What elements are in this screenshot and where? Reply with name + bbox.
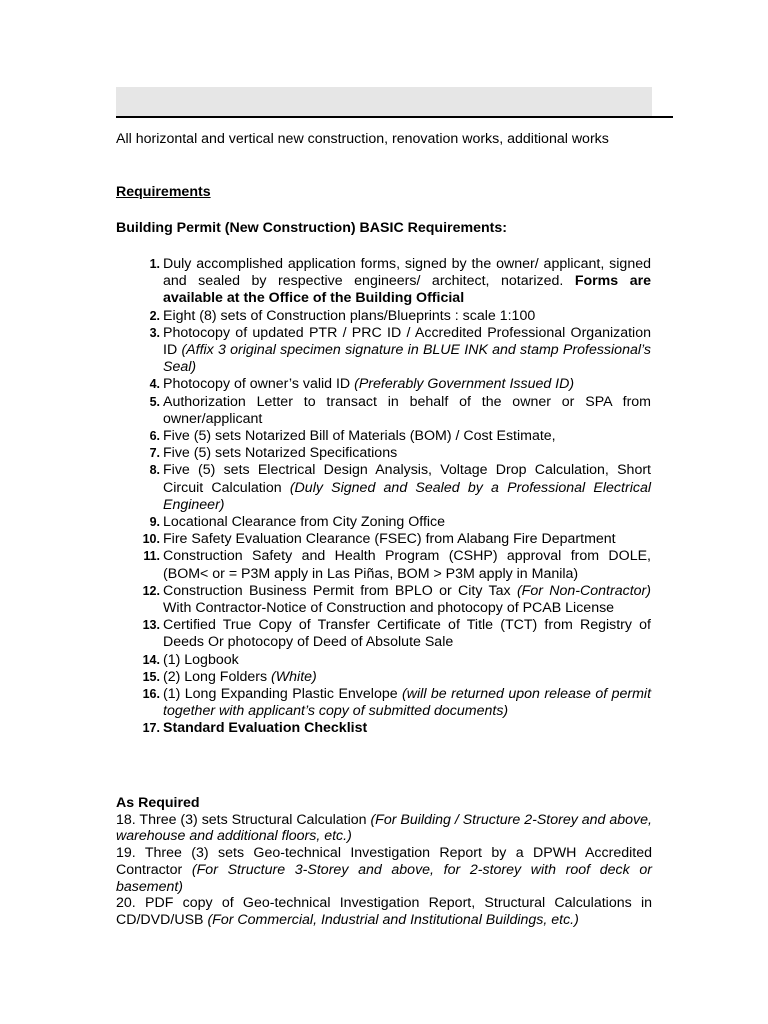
item-number: 9. <box>149 515 160 530</box>
as-required-list <box>116 812 652 929</box>
header-rule <box>116 116 673 118</box>
requirements-heading: Requirements <box>116 184 211 200</box>
item-note: (Affix 3 original specimen signature in BLUE INK and stamp Professional’s Seal) <box>163 342 651 376</box>
item-text: Construction Safety and Health Program (CSHP) approval from DOLE, (BOM< or = P3M apply in Las Piñas, BOM > P3M apply in Manila) <box>163 548 651 582</box>
item-text: Five (5) sets Notarized Specifications <box>163 445 398 462</box>
item-number: 6. <box>149 429 160 444</box>
item-text: Construction Business Permit from BPLO or City Tax <box>163 582 517 599</box>
item-text: Five (5) sets Notarized Bill of Materials (BOM) / Cost Estimate, <box>163 428 556 445</box>
item-text-cont: With Contractor-Notice of Construction and photocopy of PCAB License <box>163 600 615 617</box>
item-emphasis: Forms are available at the Office of the Building Official <box>163 273 651 307</box>
requirement-item <box>116 548 651 582</box>
requirement-item <box>116 376 651 393</box>
requirement-item <box>116 720 651 737</box>
requirement-item <box>116 308 651 325</box>
item-text: Locational Clearance from City Zoning Office <box>163 514 446 531</box>
requirement-item <box>116 445 651 462</box>
requirement-item <box>116 617 651 651</box>
item-note: (For Non-Contractor) <box>516 582 651 599</box>
item-number: 2. <box>149 308 160 323</box>
item-text: 19. Three (3) sets Geo-technical Investigation Report by a DPWH Accredited Contractor <box>116 845 652 878</box>
requirement-item <box>116 583 651 617</box>
item-text: (2) Long Folders <box>163 668 272 685</box>
item-text: Fire Safety Evaluation Clearance (FSEC) from Alabang Fire Department <box>163 531 616 548</box>
item-number: 12. <box>142 583 160 598</box>
requirement-item <box>116 514 651 531</box>
item-note: (For Building / Structure 2-Storey and above, warehouse and additional floors, etc.) <box>116 811 652 845</box>
requirement-item <box>116 462 651 514</box>
requirement-item <box>116 686 651 720</box>
item-text: Photocopy of owner’s valid ID <box>163 376 355 393</box>
requirement-item <box>116 669 651 686</box>
item-number: 11. <box>143 549 160 564</box>
item-number: 16. <box>142 687 160 702</box>
item-note: (White) <box>271 668 317 685</box>
item-text: 20. PDF copy of Geo-technical Investigation Report, Structural Calculations in CD/DVD/USB <box>116 895 652 928</box>
item-number: 5. <box>149 394 160 409</box>
intro-text: All horizontal and vertical new construction, renovation works, additional works <box>116 131 609 147</box>
item-note: (For Structure 3-Storey and above, for 2-storey with roof deck or basement) <box>116 861 653 895</box>
item-number: 7. <box>149 446 160 461</box>
item-text: 18. Three (3) sets Structural Calculation <box>116 811 371 828</box>
requirement-item <box>116 325 651 377</box>
item-number: 17. <box>142 721 160 736</box>
building-permit-heading: Building Permit (New Construction) BASIC Requirements: <box>116 220 507 236</box>
requirement-item <box>116 428 651 445</box>
item-number: 15. <box>142 669 160 684</box>
item-number: 10. <box>142 532 160 547</box>
item-number: 13. <box>142 618 160 633</box>
requirements-list <box>116 256 651 738</box>
item-text: Authorization Letter to transact in behalf of the owner or SPA from owner/applicant <box>163 393 651 427</box>
item-text: (1) Logbook <box>163 651 239 668</box>
item-number: 14. <box>142 652 160 667</box>
item-text: (1) Long Expanding Plastic Envelope <box>163 686 403 703</box>
requirement-item <box>116 652 651 669</box>
item-note: (Preferably Government Issued ID) <box>354 376 575 393</box>
as-required-item <box>116 845 652 895</box>
item-note: (Duly Signed and Sealed by a Professional Electrical Engineer) <box>163 479 651 513</box>
as-required-item <box>116 812 652 845</box>
item-text: Five (5) sets Electrical Design Analysis, Voltage Drop Calculation, Short Circuit Calculation <box>163 462 651 496</box>
requirement-item <box>116 394 651 428</box>
item-emphasis: Standard Evaluation Checklist <box>163 720 368 737</box>
item-number: 3. <box>149 325 160 340</box>
item-note: (will be returned upon release of permit together with applicant’s copy of submitted documents) <box>163 686 652 720</box>
item-note: (For Commercial, Industrial and Institutional Buildings, etc.) <box>207 911 579 928</box>
requirement-item <box>116 256 651 308</box>
item-text: Certified True Copy of Transfer Certificate of Title (TCT) from Registry of Deeds Or photocopy of Deed of Absolute Sale <box>163 617 651 651</box>
as-required-section <box>116 795 652 929</box>
as-required-item <box>116 895 652 928</box>
as-required-heading: As Required <box>116 795 200 811</box>
item-text: Duly accomplished application forms, signed by the owner/ applicant, signed and sealed by respective engineers/ architect, notarized. <box>163 256 651 290</box>
item-number: 8. <box>149 463 160 478</box>
item-text: Eight (8) sets of Construction plans/Blueprints : scale 1:100 <box>163 307 536 324</box>
item-text: Photocopy of updated PTR / PRC ID / Accredited Professional Organization ID <box>163 324 651 359</box>
requirement-item <box>116 531 651 548</box>
item-number: 4. <box>149 377 160 392</box>
header-band <box>116 87 652 117</box>
item-number: 1. <box>149 257 160 271</box>
